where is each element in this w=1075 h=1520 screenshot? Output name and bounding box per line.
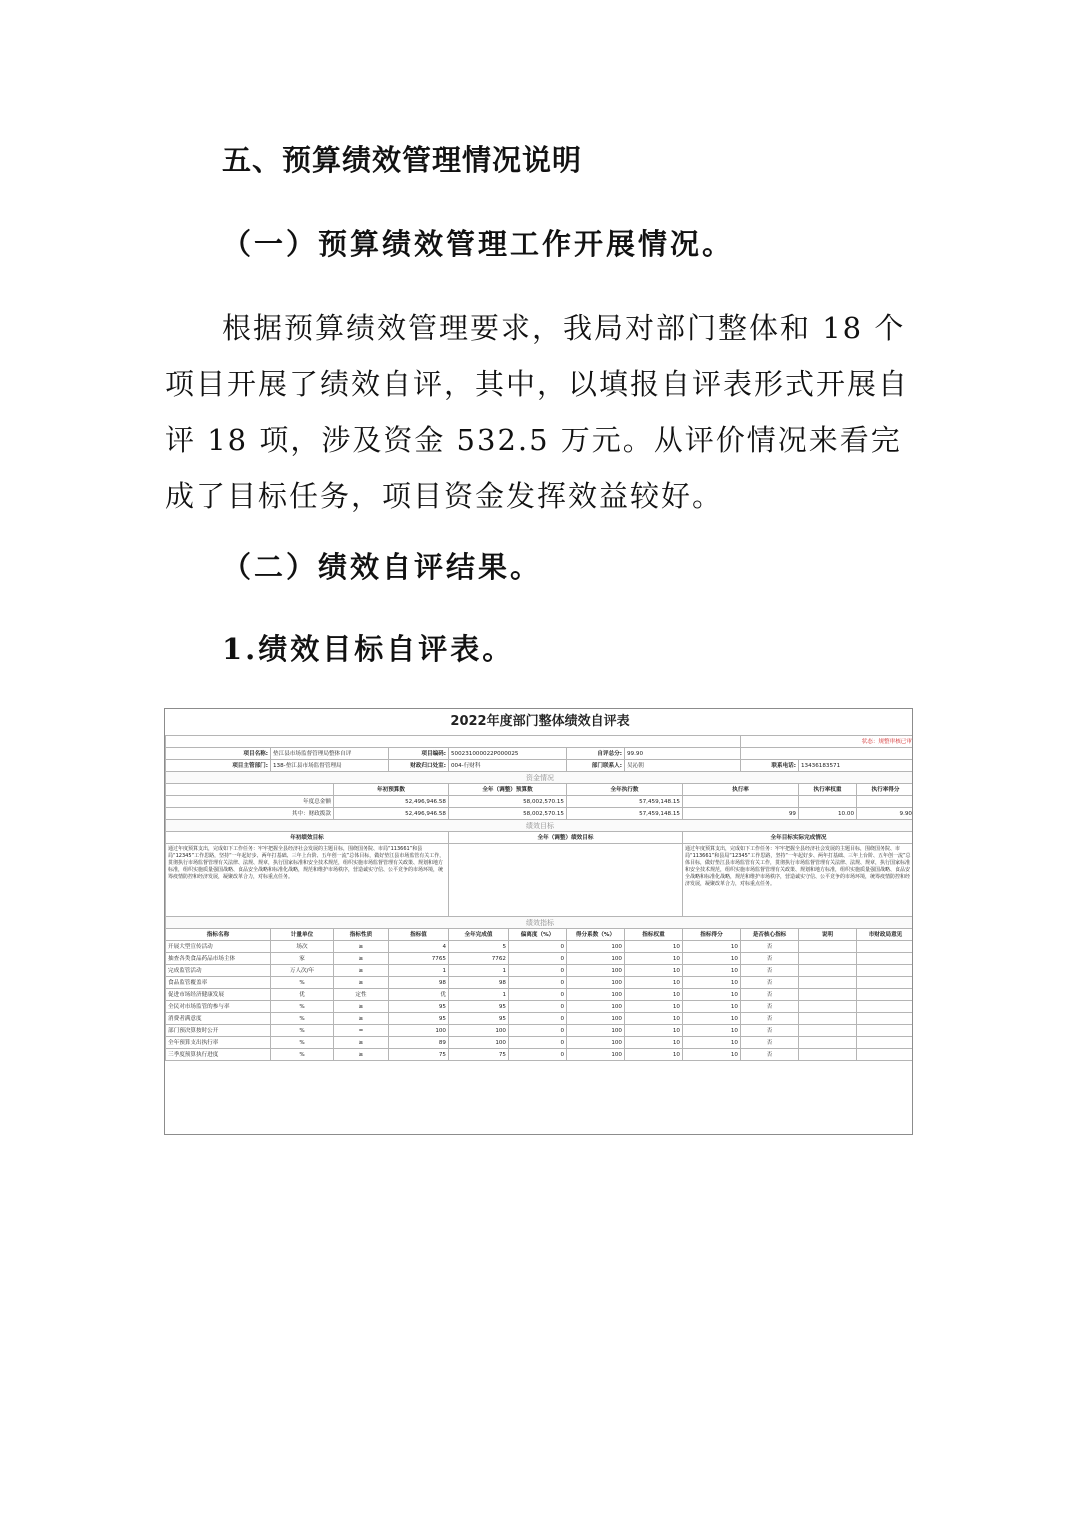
indicator-cell	[857, 1037, 914, 1049]
indicator-cell: 10	[683, 1013, 741, 1025]
goal-initial-text: 通过年度预算支出，完成如下工作任务：牢牢把握全县经济社会发展的主题目标，围绕国务院、市局“113661”和县局“12345”工作思路，坚持“一年起好步、两年打基础、三年上台阶、五年创一流”总体目标，做好垫江县市场监管有关工作，贯彻执行市场监督管理有关法律、法规、规章，执行国家标准和安全技术规范，组织实施市场监督管理有关政策、规划和地方标准，组织实施质量强国战略、食品安全战略和标准化战略，规范和维护市场秩序，营造诚实守信、公平竞争的市场环境，统筹疫情防控和经济发展，凝聚改革合力，对标重点任务。	[166, 844, 449, 917]
indicator-cell: 消费者满意度	[166, 1013, 271, 1025]
indicator-cell: 0	[509, 977, 567, 989]
goals-header-row	[166, 832, 914, 844]
indicator-cell: 10	[683, 1001, 741, 1013]
table-cell	[741, 748, 914, 760]
table-title-row	[166, 709, 914, 736]
info-row-1	[166, 748, 914, 760]
indicator-row	[166, 1037, 914, 1049]
field-label: 自评总分:	[567, 748, 625, 760]
indicator-header: 得分系数（%）	[567, 929, 625, 941]
indicator-row	[166, 953, 914, 965]
status-note: 状态：规整审核已审	[741, 736, 914, 748]
indicator-cell: 100	[567, 953, 625, 965]
indicator-row	[166, 989, 914, 1001]
field-label: 联系电话:	[741, 760, 799, 772]
funds-value: 57,459,148.15	[567, 808, 683, 820]
goals-header: 年初绩效目标	[166, 832, 449, 844]
indicator-cell: 4	[389, 941, 449, 953]
indicator-cell: 场次	[271, 941, 334, 953]
indicator-header: 偏离度（%）	[509, 929, 567, 941]
funds-header: 全年（调整）预算数	[449, 784, 567, 796]
indicator-cell: 98	[449, 977, 509, 989]
indicator-cell: 100	[567, 1001, 625, 1013]
goals-header: 全年目标实际完成情况	[683, 832, 914, 844]
indicator-cell: 优	[271, 989, 334, 1001]
indicators-header-row	[166, 929, 914, 941]
evaluation-table	[165, 709, 913, 1061]
field-label: 部门联系人:	[567, 760, 625, 772]
indicator-row	[166, 941, 914, 953]
subsection-heading-1: （一）预算绩效管理工作开展情况。	[222, 227, 735, 261]
indicator-cell: ≥	[334, 965, 389, 977]
indicator-cell: 10	[625, 1037, 683, 1049]
indicator-cell	[857, 1013, 914, 1025]
status-row	[166, 736, 914, 748]
indicator-cell: 95	[449, 1013, 509, 1025]
indicator-cell: 10	[625, 953, 683, 965]
indicator-cell: 否	[741, 953, 799, 965]
funds-value	[683, 796, 799, 808]
indicator-cell: 定性	[334, 989, 389, 1001]
indicator-cell: ≥	[334, 1013, 389, 1025]
indicator-cell: 0	[509, 1049, 567, 1061]
funds-header: 执行率得分	[857, 784, 914, 796]
indicator-cell	[799, 1001, 857, 1013]
funds-section-row	[166, 772, 914, 784]
indicator-cell: 75	[389, 1049, 449, 1061]
funds-value: 9.90	[857, 808, 914, 820]
indicator-header: 指标得分	[683, 929, 741, 941]
indicator-cell: 部门预决算按时公开	[166, 1025, 271, 1037]
indicator-header: 指标名称	[166, 929, 271, 941]
indicator-cell: ≥	[334, 953, 389, 965]
funds-data-row	[166, 796, 914, 808]
funds-value	[857, 796, 914, 808]
indicator-cell	[857, 965, 914, 977]
indicator-cell	[857, 1001, 914, 1013]
indicator-cell: %	[271, 977, 334, 989]
funds-value: 58,002,570.15	[449, 796, 567, 808]
subsection-heading-3: 1.绩效目标自评表。	[222, 632, 515, 666]
indicator-cell	[799, 1025, 857, 1037]
indicator-row	[166, 1001, 914, 1013]
indicator-cell: 0	[509, 1013, 567, 1025]
funds-header: 全年执行数	[567, 784, 683, 796]
indicator-cell: %	[271, 1025, 334, 1037]
indicator-cell: 10	[625, 1001, 683, 1013]
indicator-cell: =	[334, 1025, 389, 1037]
indicator-cell	[857, 989, 914, 1001]
indicator-cell: 100	[449, 1037, 509, 1049]
funds-header: 年初预算数	[334, 784, 449, 796]
indicator-row	[166, 1013, 914, 1025]
indicator-row	[166, 977, 914, 989]
indicator-header: 指标值	[389, 929, 449, 941]
indicator-cell: %	[271, 1001, 334, 1013]
funds-row-label: 其中：财政拨款	[166, 808, 334, 820]
indicator-row	[166, 1025, 914, 1037]
indicators-section-row	[166, 917, 914, 929]
funds-header: 执行率	[683, 784, 799, 796]
indicator-cell: 100	[567, 965, 625, 977]
indicator-cell	[857, 977, 914, 989]
contact-person: 吴沁朝	[625, 760, 741, 772]
evaluation-table-image	[164, 708, 913, 1135]
indicator-cell: 7765	[389, 953, 449, 965]
funds-header-row	[166, 784, 914, 796]
contact-phone: 13436183571	[799, 760, 914, 772]
field-label: 财政归口处室:	[389, 760, 449, 772]
indicator-cell	[857, 953, 914, 965]
indicator-cell: 否	[741, 941, 799, 953]
indicator-cell: %	[271, 1013, 334, 1025]
indicator-cell: 0	[509, 1037, 567, 1049]
indicator-row	[166, 965, 914, 977]
indicator-row	[166, 1049, 914, 1061]
indicator-cell: 否	[741, 1025, 799, 1037]
indicator-cell: 开展大型宣传活动	[166, 941, 271, 953]
indicator-cell: 10	[683, 1025, 741, 1037]
indicator-header: 说明	[799, 929, 857, 941]
goals-header: 全年（调整）绩效目标	[449, 832, 683, 844]
indicator-cell: 100	[567, 1037, 625, 1049]
indicator-cell: 抽查各类食品药品市场主体	[166, 953, 271, 965]
funds-data-row	[166, 808, 914, 820]
funds-value: 58,002,570.15	[449, 808, 567, 820]
table-cell	[166, 784, 334, 796]
indicator-cell	[799, 977, 857, 989]
indicator-header: 是否核心指标	[741, 929, 799, 941]
indicator-cell	[799, 1013, 857, 1025]
indicator-cell: 否	[741, 977, 799, 989]
indicator-cell: 0	[509, 989, 567, 1001]
indicator-cell	[799, 941, 857, 953]
indicator-cell	[799, 1049, 857, 1061]
indicator-cell: 100	[449, 1025, 509, 1037]
indicator-cell: ≥	[334, 1001, 389, 1013]
indicator-header: 全年完成值	[449, 929, 509, 941]
info-row-2	[166, 760, 914, 772]
self-score: 99.90	[625, 748, 741, 760]
indicator-cell: 10	[625, 1049, 683, 1061]
goals-section-title: 绩效目标	[166, 820, 914, 832]
indicator-cell: 89	[389, 1037, 449, 1049]
indicator-header: 指标权重	[625, 929, 683, 941]
indicator-cell: 100	[567, 1049, 625, 1061]
indicator-cell: 10	[683, 1049, 741, 1061]
indicator-cell: 10	[625, 989, 683, 1001]
indicator-cell: 全年预算支出执行率	[166, 1037, 271, 1049]
indicator-cell: 1	[449, 965, 509, 977]
project-code: 500231000022P000025	[449, 748, 567, 760]
indicator-cell: %	[271, 1037, 334, 1049]
indicator-header: 计量单位	[271, 929, 334, 941]
indicator-cell: 5	[449, 941, 509, 953]
indicator-cell: 0	[509, 1025, 567, 1037]
indicator-cell: 100	[567, 941, 625, 953]
body-paragraph: 根据预算绩效管理要求，我局对部门整体和 18 个项目开展了绩效自评，其中，以填报自评表形式开展自评 18 项，涉及资金 532.5 万元。从评价情况来看完成了目标任务，项目资金发挥效益较好。	[165, 311, 910, 513]
project-name: 垫江县市场监督管理局整体自评	[271, 748, 389, 760]
indicator-cell: 1	[449, 989, 509, 1001]
indicator-cell: 否	[741, 989, 799, 1001]
indicator-cell: 万人次/年	[271, 965, 334, 977]
indicator-cell: 100	[567, 1025, 625, 1037]
indicator-cell	[799, 953, 857, 965]
goal-adjusted-text	[449, 844, 683, 917]
goals-section-row	[166, 820, 914, 832]
indicator-cell	[857, 1025, 914, 1037]
indicator-cell: 10	[683, 941, 741, 953]
indicator-cell: %	[271, 1049, 334, 1061]
indicator-cell: 95	[389, 1001, 449, 1013]
indicator-cell: 1	[389, 965, 449, 977]
indicator-cell: 100	[567, 989, 625, 1001]
indicator-cell: 10	[625, 1013, 683, 1025]
goal-actual-text: 通过年度预算支出，完成如下工作任务：牢牢把握全县经济社会发展的主题目标，围绕国务院、市局“113661”和县局“12345”工作思路，坚持“一年起好步、两年打基础、三年上台阶、五年创一流”总体目标，做好垫江县市场监管有关工作，贯彻执行市场监督管理有关法律、法规、规章，执行国家标准和安全技术规范，组织实施市场监督管理有关政策、规划和地方标准，组织实施质量强国战略、食品安全战略和标准化战略，规范和维护市场秩序，营造诚实守信、公平竞争的市场环境，统筹疫情防控和经济发展，凝聚改革合力，对标重点任务。	[683, 844, 914, 917]
indicator-cell	[799, 989, 857, 1001]
indicator-cell: 否	[741, 1001, 799, 1013]
funds-section-title: 资金情况	[166, 772, 914, 784]
indicator-cell: 10	[683, 953, 741, 965]
indicator-cell: 10	[683, 977, 741, 989]
indicator-cell: 三季度预算执行进度	[166, 1049, 271, 1061]
funds-value: 52,496,946.58	[334, 796, 449, 808]
indicator-cell: 优	[389, 989, 449, 1001]
indicator-cell: 完成监管活动	[166, 965, 271, 977]
indicator-cell: 促进市场经济健康发展	[166, 989, 271, 1001]
indicator-cell: ≥	[334, 977, 389, 989]
indicator-cell: ≥	[334, 941, 389, 953]
section-heading: 五、预算绩效管理情况说明	[222, 143, 583, 177]
indicator-cell	[857, 1049, 914, 1061]
indicator-cell: 全民对市场监管的参与率	[166, 1001, 271, 1013]
indicator-cell: 否	[741, 1049, 799, 1061]
indicator-header: 指标性质	[334, 929, 389, 941]
indicator-cell: 10	[625, 1025, 683, 1037]
table-cell	[166, 736, 741, 748]
funds-value: 99	[683, 808, 799, 820]
indicator-cell: 否	[741, 965, 799, 977]
funds-value	[799, 796, 857, 808]
indicator-header: 市财政局意见	[857, 929, 914, 941]
indicator-cell: 否	[741, 1037, 799, 1049]
indicator-cell: 95	[389, 1013, 449, 1025]
subsection-heading-2: （二）绩效自评结果。	[222, 550, 543, 584]
indicator-cell: 95	[449, 1001, 509, 1013]
indicator-cell: 0	[509, 953, 567, 965]
indicator-cell: 100	[567, 977, 625, 989]
indicator-cell: 100	[389, 1025, 449, 1037]
indicator-cell: 10	[683, 989, 741, 1001]
indicator-cell: 75	[449, 1049, 509, 1061]
indicator-cell: 7762	[449, 953, 509, 965]
funds-row-label: 年度总金额	[166, 796, 334, 808]
indicator-cell: 100	[567, 1013, 625, 1025]
field-label: 项目主管部门:	[166, 760, 271, 772]
indicator-cell	[799, 1037, 857, 1049]
indicator-cell	[857, 941, 914, 953]
funds-value: 10.00	[799, 808, 857, 820]
indicator-cell: ≥	[334, 1037, 389, 1049]
funds-header: 执行率权重	[799, 784, 857, 796]
indicator-cell: 0	[509, 1001, 567, 1013]
funds-value: 52,496,946.58	[334, 808, 449, 820]
indicator-cell: 否	[741, 1013, 799, 1025]
indicator-cell: 10	[625, 977, 683, 989]
indicator-cell: 10	[683, 1037, 741, 1049]
indicator-cell: 98	[389, 977, 449, 989]
indicator-cell: 0	[509, 965, 567, 977]
funds-value: 57,459,148.15	[567, 796, 683, 808]
indicator-cell	[799, 965, 857, 977]
field-label: 项目名称:	[166, 748, 271, 760]
indicators-section-title: 绩效指标	[166, 917, 914, 929]
indicator-cell: 10	[625, 941, 683, 953]
department: 138-垫江县市场监督管理局	[271, 760, 389, 772]
field-label: 项目编码:	[389, 748, 449, 760]
indicator-cell: 家	[271, 953, 334, 965]
indicator-cell: 10	[683, 965, 741, 977]
indicator-cell: 食品监管覆盖率	[166, 977, 271, 989]
goals-content-row	[166, 844, 914, 917]
indicator-cell: ≥	[334, 1049, 389, 1061]
table-title: 2022年度部门整体绩效自评表	[450, 714, 630, 729]
indicator-cell: 10	[625, 965, 683, 977]
finance-office: 004-行财科	[449, 760, 567, 772]
indicator-cell: 0	[509, 941, 567, 953]
